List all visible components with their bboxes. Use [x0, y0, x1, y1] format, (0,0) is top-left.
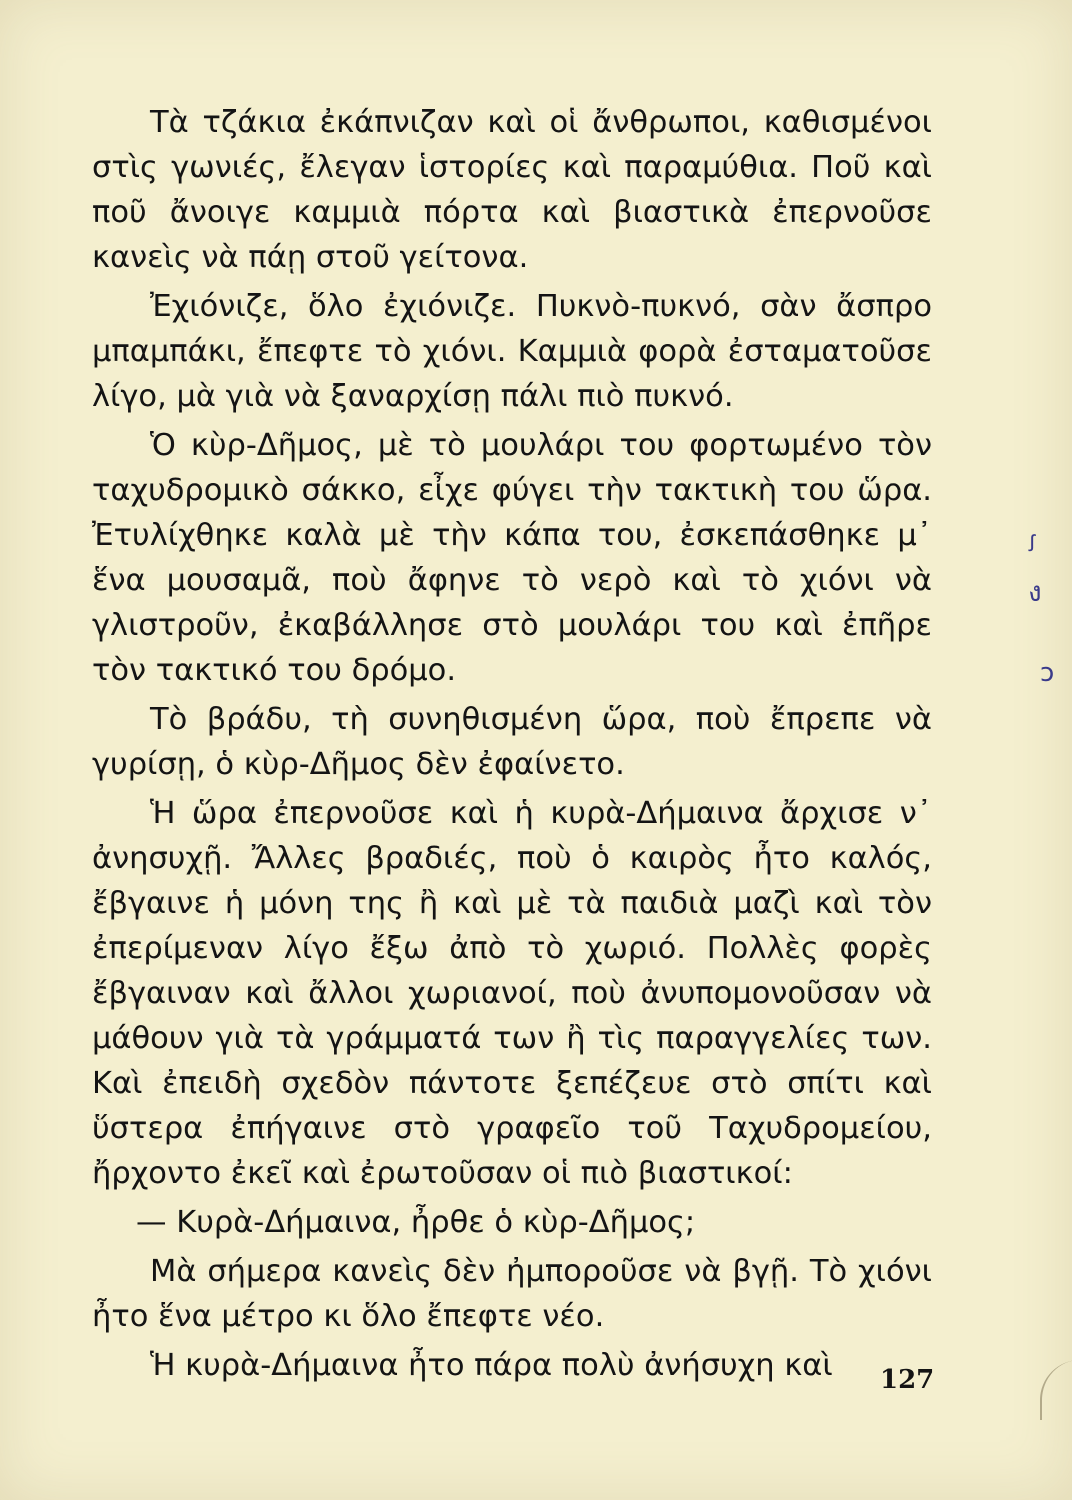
paragraph: Τὸ βράδυ, τὴ συνηθισμένη ὥρα, ποὺ ἔπρεπε νὰ γυρίσῃ, ὁ κὺρ-Δῆμος δὲν ἐφαίνετο.	[92, 702, 932, 782]
paragraph: Ἐχιόνιζε, ὅλο ἐχιόνιζε. Πυκνὸ-πυκνό, σὰν ἄσπρο μπαμπάκι, ἔπεφτε τὸ χιόνι. Καμμιὰ φορὰ ἐσταματοῦσε λίγο, μὰ γιὰ νὰ ξαναρχίσῃ πάλι πιὸ πυκνό.	[92, 289, 932, 414]
page-number: 127	[880, 1365, 935, 1395]
body-text	[92, 100, 932, 1392]
paragraph: Ἡ ὥρα ἐπερνοῦσε καὶ ἡ κυρὰ-Δήμαινα ἄρχισε ν᾿ ἀνησυχῇ. Ἄλλες βραδιές, ποὺ ὁ καιρὸς ἦτο καλός, ἔβγαινε ἡ μόνη της ἢ καὶ μὲ τὰ παιδιὰ μαζὶ καὶ τὸν ἐπερίμεναν λίγο ἔξω ἀπὸ τὸ χωριό. Πολλὲς φορὲς ἔβγαιναν καὶ ἄλλοι χωριανοί, ποὺ ἀνυπομονοῦσαν νὰ μάθουν γιὰ τὰ γράμματά των ἢ τὶς παραγγελίες των. Καὶ ἐπειδὴ σχεδὸν πάντοτε ξεπέζευε στὸ σπίτι καὶ ὕστερα ἐπήγαινε στὸ γραφεῖο τοῦ Ταχυδρομείου, ἤρχοντο ἐκεῖ καὶ ἐρωτοῦσαν οἱ πιὸ βιαστικοί:	[92, 796, 932, 1191]
margin-handwriting-mark: ꭍ	[1028, 532, 1036, 557]
paragraph: Ὁ κὺρ-Δῆμος, μὲ τὸ μουλάρι του φορτωμένο τὸν ταχυδρομικὸ σάκκο, εἶχε φύγει τὴν τακτικὴ του ὥρα. Ἐτυλίχθηκε καλὰ μὲ τὴν κάπα του, ἐσκεπάσθηκε μ᾿ ἕνα μουσαμᾶ, ποὺ ἄφηνε τὸ νερὸ καὶ τὸ χιόνι νὰ γλιστροῦν, ἐκαβάλλησε στὸ μουλάρι του καὶ ἐπῆρε τὸν τακτικό του δρόμο.	[92, 428, 932, 688]
paragraph: Τὰ τζάκια ἐκάπνιζαν καὶ οἱ ἄνθρωποι, καθισμένοι στὶς γωνιές, ἔλεγαν ἱστορίες καὶ παραμύθια. Ποῦ καὶ ποῦ ἄνοιγε καμμιὰ πόρτα καὶ βιαστικὰ ἐπερνοῦσε κανεὶς νὰ πάῃ στοῦ γείτονα.	[92, 105, 932, 275]
paragraph: Ἡ κυρὰ-Δήμαινα ἦτο πάρα πολὺ ἀνήσυχη καὶ	[150, 1348, 833, 1383]
margin-handwriting-mark: ง	[1028, 575, 1042, 608]
margin-handwriting-mark: ↄ	[1040, 658, 1055, 688]
page-curl-edge	[1040, 1360, 1072, 1420]
dialogue-line: — Κυρὰ-Δήμαινα, ἦρθε ὁ κὺρ-Δῆμος;	[136, 1205, 696, 1240]
paragraph: Μὰ σήμερα κανεὶς δὲν ἠμποροῦσε νὰ βγῇ. Τὸ χιόνι ἦτο ἕνα μέτρο κι ὅλο ἔπεφτε νέο.	[92, 1254, 932, 1334]
